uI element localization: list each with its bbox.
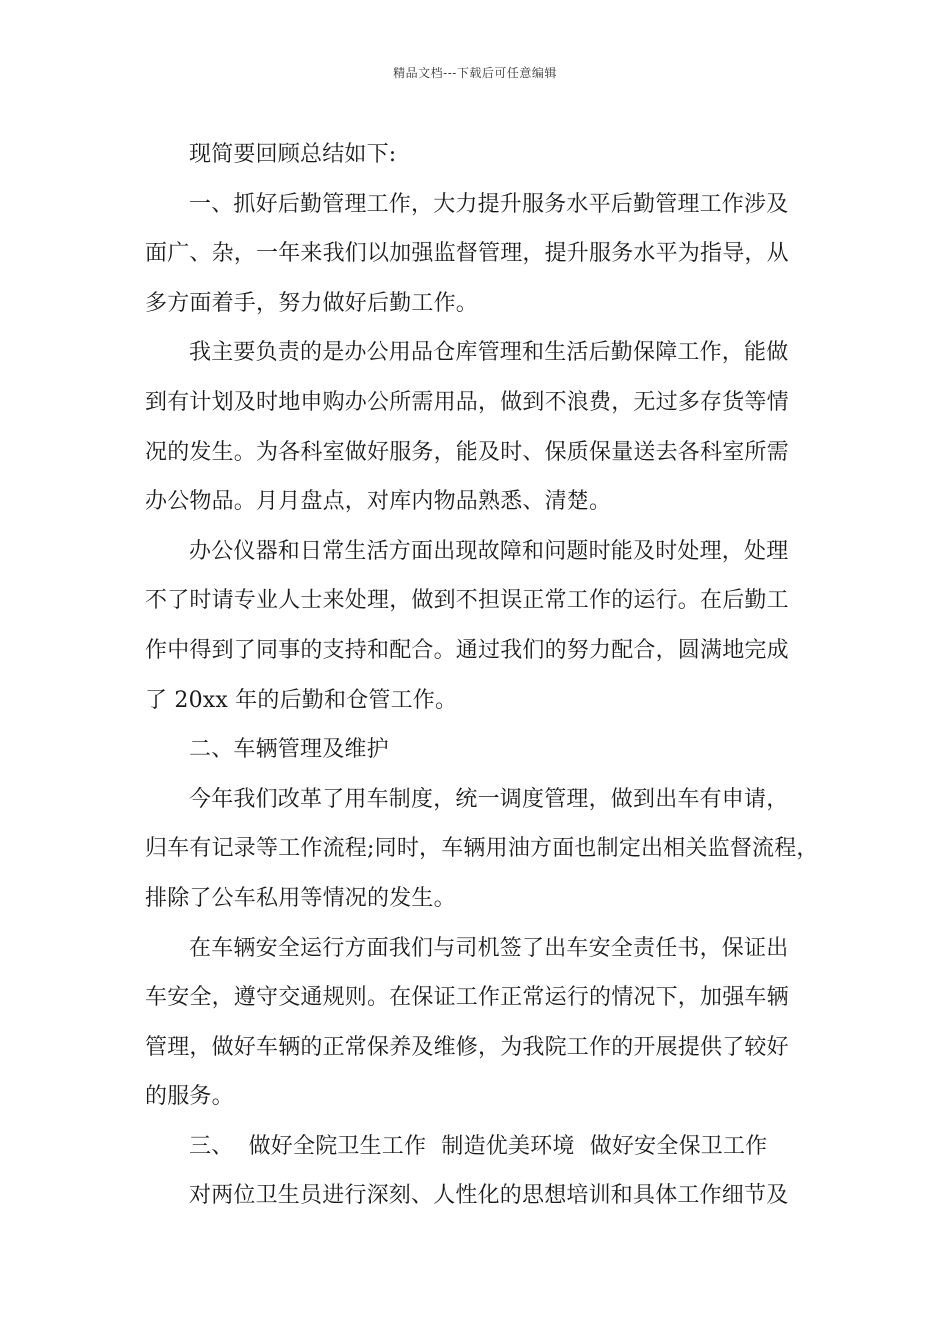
text-line: 面广、杂，一年来我们以加强监督管理，提升服务水平为指导，从 <box>145 241 789 267</box>
section-3-heading <box>145 1122 825 1172</box>
paragraph-vehicle-safety <box>145 924 825 1122</box>
text-line: 管理，做好车辆的正常保养及维修，为我院工作的开展提供了较好 <box>145 1034 789 1060</box>
text-line: 的服务。 <box>145 1084 234 1110</box>
text-line: 办公物品。月月盘点，对库内物品熟悉、清楚。 <box>145 489 612 515</box>
text-line: 我主要负责的是办公用品仓库管理和生活后勤保障工作，能做 <box>189 340 789 366</box>
text-line: 二、车辆管理及维护 <box>189 737 389 763</box>
text-line: 归车有记录等工作流程;同时，车辆用油方面也制定出相关监督流程， <box>145 836 819 862</box>
section-2-heading <box>145 725 825 775</box>
intro-paragraph <box>145 130 825 180</box>
text-line: 三、 做好全院卫生工作 制造优美环境 做好安全保卫工作 <box>189 1133 768 1159</box>
text-line: 今年我们改革了用车制度，统一调度管理，做到出车有申请， <box>189 786 789 812</box>
text-line: 到有计划及时地申购办公所需用品，做到不浪费，无过多存货等情 <box>145 389 789 415</box>
text-line: 在车辆安全运行方面我们与司机签了出车安全责任书，保证出 <box>189 935 789 961</box>
document-body <box>145 130 825 1221</box>
text-line: 多方面着手，努力做好后勤工作。 <box>145 290 479 316</box>
text-line: 办公仪器和日常生活方面出现故障和问题时能及时处理，处理 <box>189 538 789 564</box>
text-line: 车安全，遵守交通规则。在保证工作正常运行的情况下，加强车辆 <box>145 985 789 1011</box>
text-line: 现简要回顾总结如下: <box>189 142 397 167</box>
page-header: 精品文档---下载后可任意编辑 <box>393 66 557 80</box>
paragraph-warehouse <box>145 328 825 526</box>
paragraph-cleaning <box>145 1171 825 1221</box>
text-line: 排除了公车私用等情况的发生。 <box>145 885 456 911</box>
paragraph-vehicle-system <box>145 775 825 924</box>
section-1-heading <box>145 180 825 329</box>
paragraph-equipment <box>145 527 825 725</box>
text-line: 作中得到了同事的支持和配合。通过我们的努力配合，圆满地完成 <box>145 637 789 663</box>
text-line: 了 20xx 年的后勤和仓管工作。 <box>145 687 458 713</box>
text-line: 况的发生。为各科室做好服务，能及时、保质保量送去各科室所需 <box>145 439 789 465</box>
text-line: 一、抓好后勤管理工作，大力提升服务水平后勤管理工作涉及 <box>189 191 789 217</box>
text-line: 不了时请专业人士来处理，做到不担误正常工作的运行。在后勤工 <box>145 588 789 614</box>
text-line: 对两位卫生员进行深刻、人性化的思想培训和具体工作细节及 <box>189 1183 789 1209</box>
